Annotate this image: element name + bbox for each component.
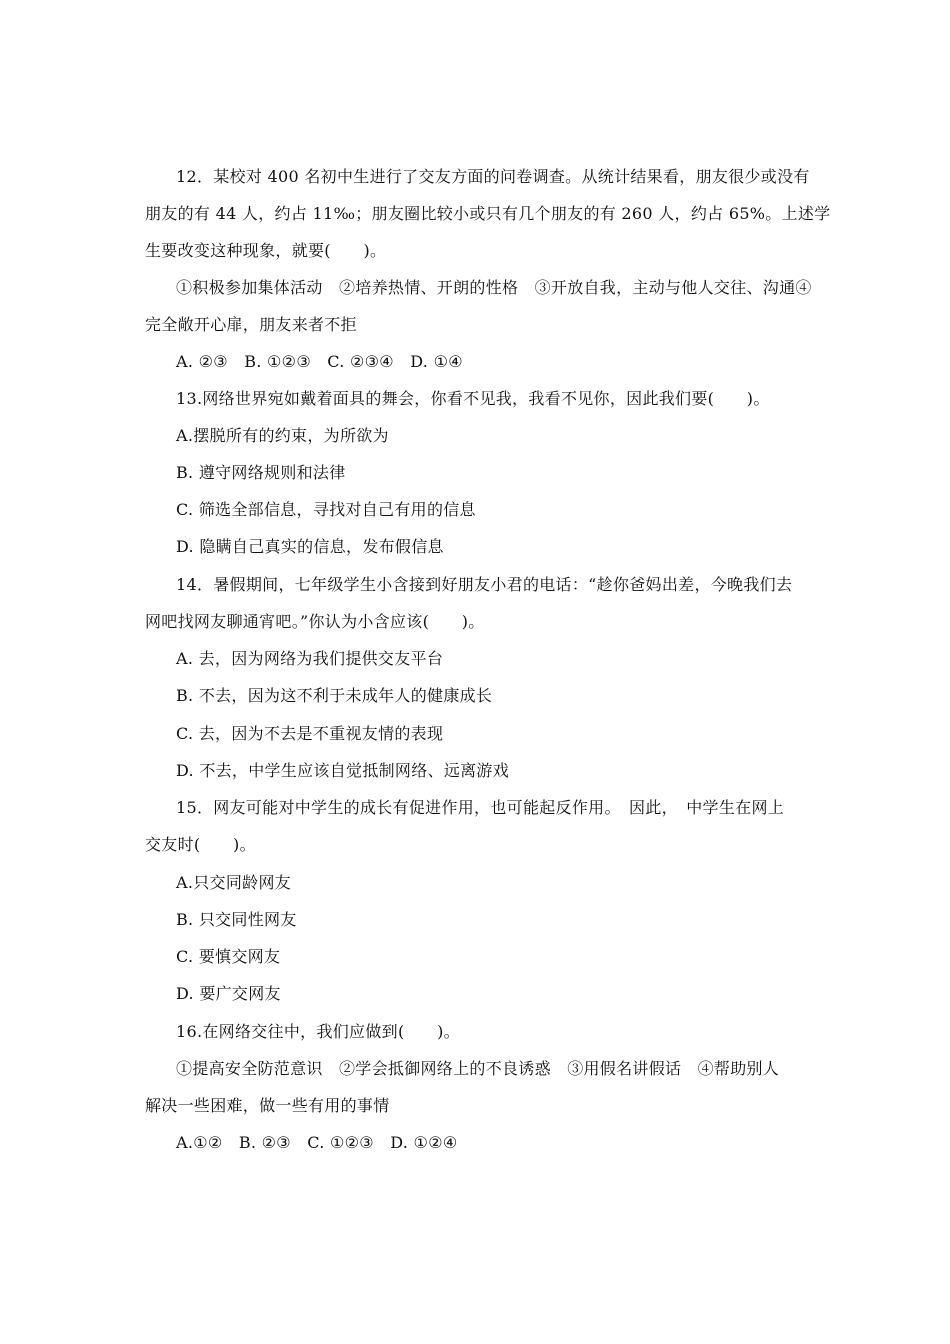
q12-options: A. ②③ B. ①②③ C. ②③④ D. ①④ bbox=[176, 352, 463, 371]
q15-stem-line-1: 15．网友可能对中学生的成长有促进作用，也可能起反作用。 因此， 中学生在网上 bbox=[176, 798, 785, 817]
q13-option-c: C. 筛选全部信息，寻找对自己有用的信息 bbox=[176, 500, 476, 519]
q13-option-b: B. 遵守网络规则和法律 bbox=[176, 463, 346, 482]
q14-stem-line-2: 网吧找网友聊通宵吧。”你认为小含应该( )。 bbox=[145, 612, 485, 631]
q12-stem-line-2: 朋友的有 44 人，约占 11‰；朋友圈比较小或只有几个朋友的有 260 人，约占 65%。上述学 bbox=[145, 204, 831, 223]
q14-option-b: B. 不去，因为这不利于未成年人的健康成长 bbox=[176, 686, 493, 705]
q12-statements-line-1: ①积极参加集体活动 ②培养热情、开朗的性格 ③开放自我，主动与他人交往、沟通④ bbox=[176, 278, 812, 297]
q13-option-d: D. 隐瞒自己真实的信息，发布假信息 bbox=[176, 537, 444, 556]
q14-stem-line-1: 14．暑假期间，七年级学生小含接到好朋友小君的电话：“趁你爸妈出差，今晚我们去 bbox=[176, 575, 793, 594]
q15-option-c: C. 要慎交网友 bbox=[176, 947, 281, 966]
q16-statements-line-1: ①提高安全防范意识 ②学会抵御网络上的不良诱惑 ③用假名讲假话 ④帮助别人 bbox=[176, 1059, 780, 1078]
q15-option-a: A.只交同龄网友 bbox=[176, 873, 292, 892]
q15-stem-line-2: 交友时( )。 bbox=[145, 835, 256, 854]
q13-stem: 13.网络世界宛如戴着面具的舞会，你看不见我，我看不见你，因此我们要( )。 bbox=[176, 389, 770, 408]
q13-option-a: A.摆脱所有的约束，为所欲为 bbox=[176, 426, 389, 445]
q15-option-b: B. 只交同性网友 bbox=[176, 910, 297, 929]
q14-option-c: C. 去，因为不去是不重视友情的表现 bbox=[176, 724, 444, 743]
q14-option-a: A. 去，因为网络为我们提供交友平台 bbox=[176, 649, 444, 668]
q16-stem: 16.在网络交往中，我们应做到( )。 bbox=[176, 1022, 460, 1041]
q16-statements-line-2: 解决一些困难，做一些有用的事情 bbox=[145, 1096, 390, 1115]
q15-option-d: D. 要广交网友 bbox=[176, 984, 281, 1003]
q12-stem-line-3: 生要改变这种现象，就要( )。 bbox=[145, 241, 387, 260]
q14-option-d: D. 不去，中学生应该自觉抵制网络、远离游戏 bbox=[176, 761, 510, 780]
q16-options: A.①② B. ②③ C. ①②③ D. ①②④ bbox=[176, 1133, 458, 1152]
q12-statements-line-2: 完全敞开心扉，朋友来者不拒 bbox=[145, 315, 357, 334]
q12-stem-line-1: 12．某校对 400 名初中生进行了交友方面的问卷调查。从统计结果看，朋友很少或没有 bbox=[176, 167, 810, 186]
